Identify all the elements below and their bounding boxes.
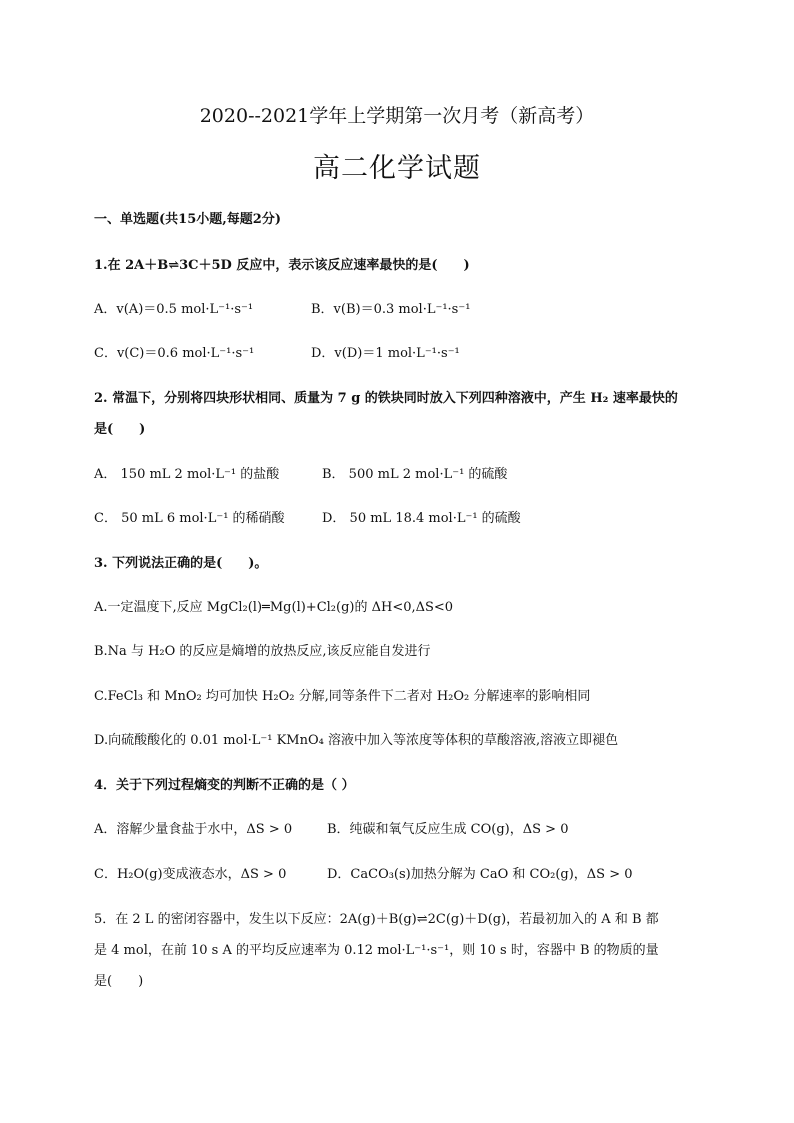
q3-option-b: B.Na 与 H₂O 的反应是熵增的放热反应,该反应能自发进行 — [94, 644, 431, 659]
q3-option-a: A.一定温度下,反应 MgCl₂(l)═Mg(l)+Cl₂(g)的 ΔH<0,ΔS<0 — [94, 600, 454, 615]
q2-option-b: B． 500 mL 2 mol·L⁻¹ 的硫酸 — [322, 467, 508, 482]
q3-option-d: D.向硫酸酸化的 0.01 mol·L⁻¹ KMnO₄ 溶液中加入等浓度等体积的草酸溶液,溶液立即褪色 — [94, 733, 619, 748]
q2-option-c: C． 50 mL 6 mol·L⁻¹ 的稀硝酸 — [94, 511, 285, 526]
q3-option-c: C.FeCl₃ 和 MnO₂ 均可加快 H₂O₂ 分解,同等条件下二者对 H₂O₂ 分解速率的影响相同 — [94, 689, 591, 704]
q4-option-a: A．溶解少量食盐于水中，ΔS > 0 — [94, 822, 293, 837]
q2-option-d: D． 50 mL 18.4 mol·L⁻¹ 的硫酸 — [322, 511, 521, 526]
question-2-stem-line1: 2. 常温下，分别将四块形状相同、质量为 7 g 的铁块同时放入下列四种溶液中，产生 H₂ 速率最快的 — [94, 391, 678, 406]
question-5-stem-line1: 5．在 2 L 的密闭容器中，发生以下反应：2A(g)＋B(g)⇌2C(g)＋D(g)，若最初加入的 A 和 B 都 — [94, 912, 659, 927]
question-3-stem: 3. 下列说法正确的是( )。 — [94, 556, 268, 571]
q1-option-a: A．v(A)＝0.5 mol·L⁻¹·s⁻¹ — [94, 302, 254, 317]
question-4-stem: 4．关于下列过程熵变的判断不正确的是（ ） — [94, 778, 355, 793]
section-heading: 一、单选题(共15小题,每题2分) — [94, 212, 281, 227]
q4-option-c: C．H₂O(g)变成液态水，ΔS > 0 — [94, 867, 287, 882]
q1-option-b: B．v(B)＝0.3 mol·L⁻¹·s⁻¹ — [311, 302, 471, 317]
question-2-stem-line2: 是( ) — [94, 422, 146, 437]
question-1-stem: 1.在 2A＋B⇌3C＋5D 反应中，表示该反应速率最快的是( ) — [94, 258, 470, 273]
q4-option-d: D．CaCO₃(s)加热分解为 CaO 和 CO₂(g)，ΔS > 0 — [327, 867, 633, 882]
q1-option-c: C．v(C)＝0.6 mol·L⁻¹·s⁻¹ — [94, 346, 255, 361]
question-5-stem-line3: 是( ) — [94, 974, 144, 989]
subject-title: 高二化学试题 — [313, 153, 481, 184]
exam-title: 2020--2021学年上学期第一次月考（新高考） — [199, 105, 595, 127]
q1-option-d: D．v(D)＝1 mol·L⁻¹·s⁻¹ — [311, 346, 460, 361]
question-5-stem-line2: 是 4 mol，在前 10 s A 的平均反应速率为 0.12 mol·L⁻¹·s⁻¹，则 10 s 时，容器中 B 的物质的量 — [94, 943, 659, 958]
q4-option-b: B．纯碳和氧气反应生成 CO(g)，ΔS > 0 — [327, 822, 569, 837]
q2-option-a: A． 150 mL 2 mol·L⁻¹ 的盐酸 — [94, 467, 280, 482]
